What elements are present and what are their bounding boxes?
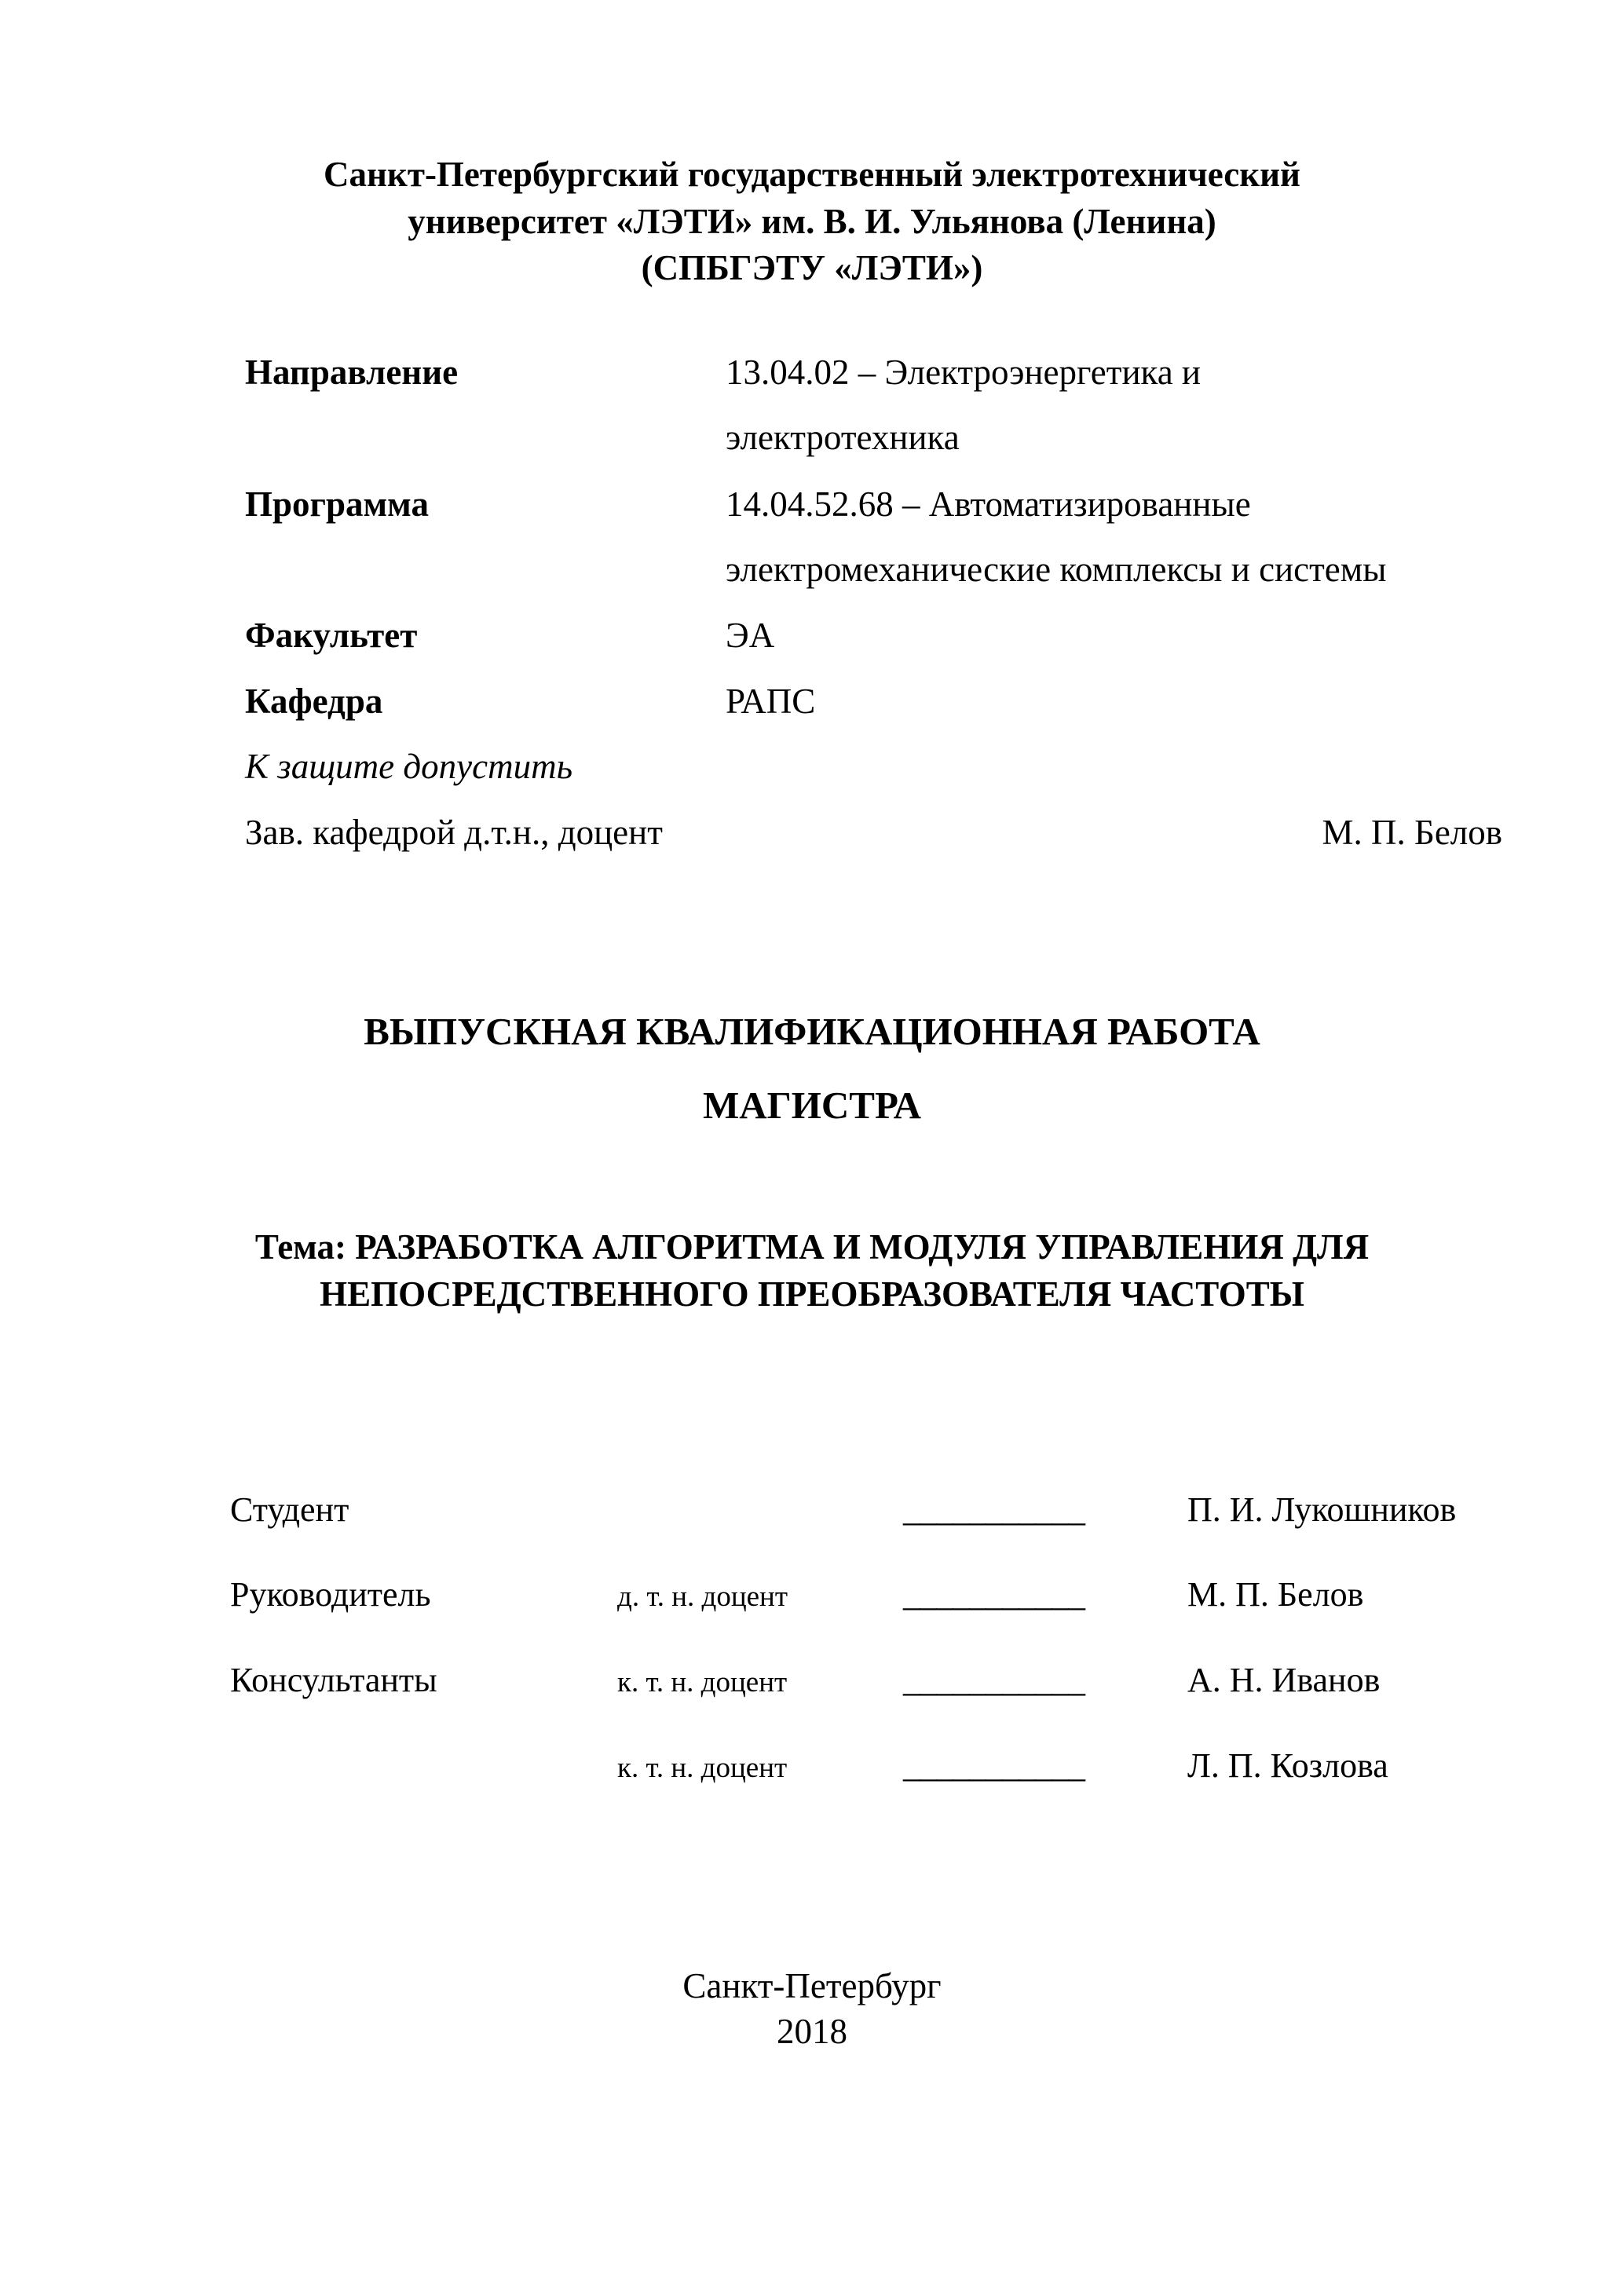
program-label: Программа (245, 484, 429, 524)
university-name-line-2: университет «ЛЭТИ» им. В. И. Ульянова (Ленина) (408, 202, 1216, 241)
university-abbreviation: (СПБГЭТУ «ЛЭТИ») (641, 248, 983, 287)
signature-name: П. И. Лукошников (1187, 1490, 1457, 1529)
faculty-label: Факультет (245, 616, 418, 655)
signature-role: Руководитель (230, 1575, 431, 1614)
document-title-line-1: ВЫПУСКНАЯ КВАЛИФИКАЦИОННАЯ РАБОТА (364, 1010, 1260, 1053)
admit-to-defense: К защите допустить (245, 747, 573, 786)
theme-line-1: Тема: РАЗРАБОТКА АЛГОРИТМА И МОДУЛЯ УПРАВЛЕНИЯ ДЛЯ (254, 1227, 1370, 1267)
faculty-value: ЭА (726, 616, 775, 655)
signature-name: М. П. Белов (1187, 1575, 1364, 1614)
signature-name: А. Н. Иванов (1187, 1661, 1381, 1699)
university-name-line-1: Санкт-Петербургский государственный электротехнический (323, 155, 1300, 194)
signature-line: ___________ (903, 1746, 1084, 1785)
document-title-line-2: МАГИСТРА (702, 1084, 922, 1127)
footer-year: 2018 (777, 2012, 847, 2051)
footer-city: Санкт-Петербург (682, 1966, 942, 2005)
signature-degree: к. т. н. доцент (617, 1752, 788, 1784)
signature-line: ___________ (903, 1575, 1084, 1614)
head-of-department-name: М. П. Белов (1322, 813, 1502, 852)
signature-role: Консультанты (230, 1661, 437, 1699)
theme-line-2: НЕПОСРЕДСТВЕННОГО ПРЕОБРАЗОВАТЕЛЯ ЧАСТОТЫ (320, 1274, 1304, 1314)
program-value-line-1: 14.04.52.68 – Автоматизированные (726, 484, 1251, 524)
head-of-department-role: Зав. кафедрой д.т.н., доцент (245, 813, 663, 852)
signature-degree: д. т. н. доцент (617, 1581, 788, 1613)
direction-value-line-1: 13.04.02 – Электроэнергетика и (726, 353, 1202, 392)
program-value-line-2: электромеханические комплексы и системы (726, 550, 1387, 589)
direction-value-line-2: электротехника (726, 418, 960, 457)
signature-name: Л. П. Козлова (1187, 1746, 1388, 1785)
department-value: РАПС (726, 682, 816, 721)
signature-degree: к. т. н. доцент (617, 1666, 788, 1698)
signature-line: ___________ (903, 1661, 1084, 1699)
department-label: Кафедра (245, 682, 383, 721)
direction-label: Направление (245, 353, 459, 392)
signature-role: Студент (230, 1490, 349, 1529)
signature-line: ___________ (903, 1490, 1084, 1529)
